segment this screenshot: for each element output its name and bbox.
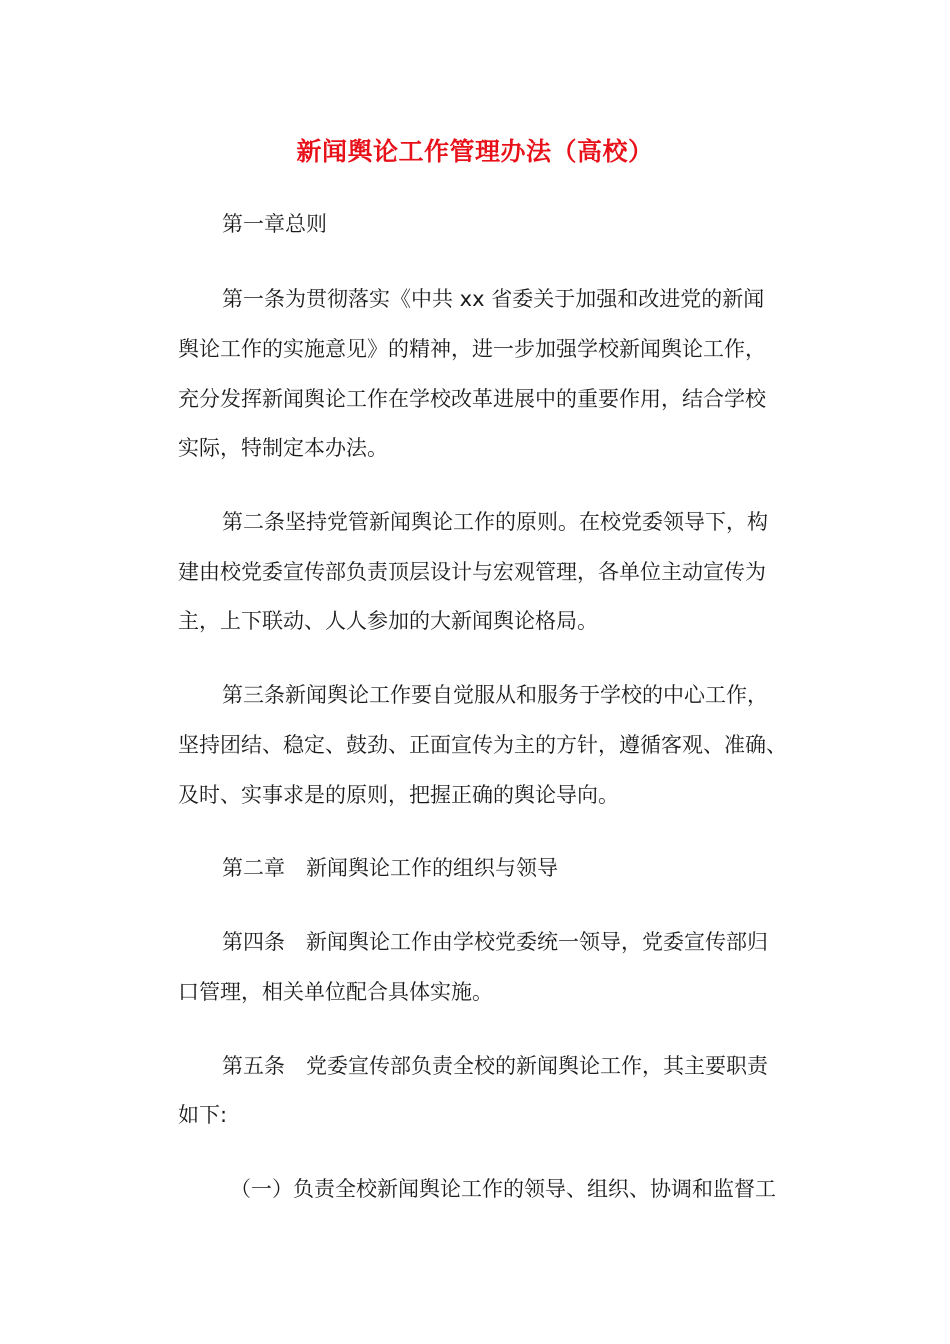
chapter-heading: 第一章总则: [222, 212, 327, 236]
paragraph-line: 舆论工作的实施意见》的精神，进一步加强学校新闻舆论工作，: [178, 337, 766, 361]
paragraph-line: 实际，特制定本办法。: [178, 436, 388, 460]
paragraph-line: 坚持团结、稳定、鼓劲、正面宣传为主的方针，遵循客观、准确、: [178, 733, 787, 757]
paragraph-line: 建由校党委宣传部负责顶层设计与宏观管理，各单位主动宣传为: [178, 560, 766, 584]
paragraph-line: 第五条 党委宣传部负责全校的新闻舆论工作，其主要职责: [222, 1054, 768, 1078]
paragraph-line: 主，上下联动、人人参加的大新闻舆论格局。: [178, 609, 598, 633]
list-item: （一）负责全校新闻舆论工作的领导、组织、协调和监督工: [230, 1177, 776, 1201]
document-title: 新闻舆论工作管理办法（高校）: [296, 137, 654, 166]
paragraph-line: 第三条新闻舆论工作要自觉服从和服务于学校的中心工作，: [222, 683, 768, 707]
paragraph-line: 第一条为贯彻落实《中共 xx 省委关于加强和改进党的新闻: [222, 287, 765, 311]
paragraph-line: 充分发挥新闻舆论工作在学校改革进展中的重要作用，结合学校: [178, 387, 766, 411]
paragraph-line: 如下:: [178, 1103, 228, 1127]
paragraph-line: 口管理，相关单位配合具体实施。: [178, 980, 493, 1004]
paragraph-line: 第四条 新闻舆论工作由学校党委统一领导，党委宣传部归: [222, 930, 768, 954]
chapter-heading: 第二章 新闻舆论工作的组织与领导: [222, 856, 558, 880]
paragraph-line: 第二条坚持党管新闻舆论工作的原则。在校党委领导下，构: [222, 510, 768, 534]
paragraph-line: 及时、实事求是的原则，把握正确的舆论导向。: [178, 783, 619, 807]
